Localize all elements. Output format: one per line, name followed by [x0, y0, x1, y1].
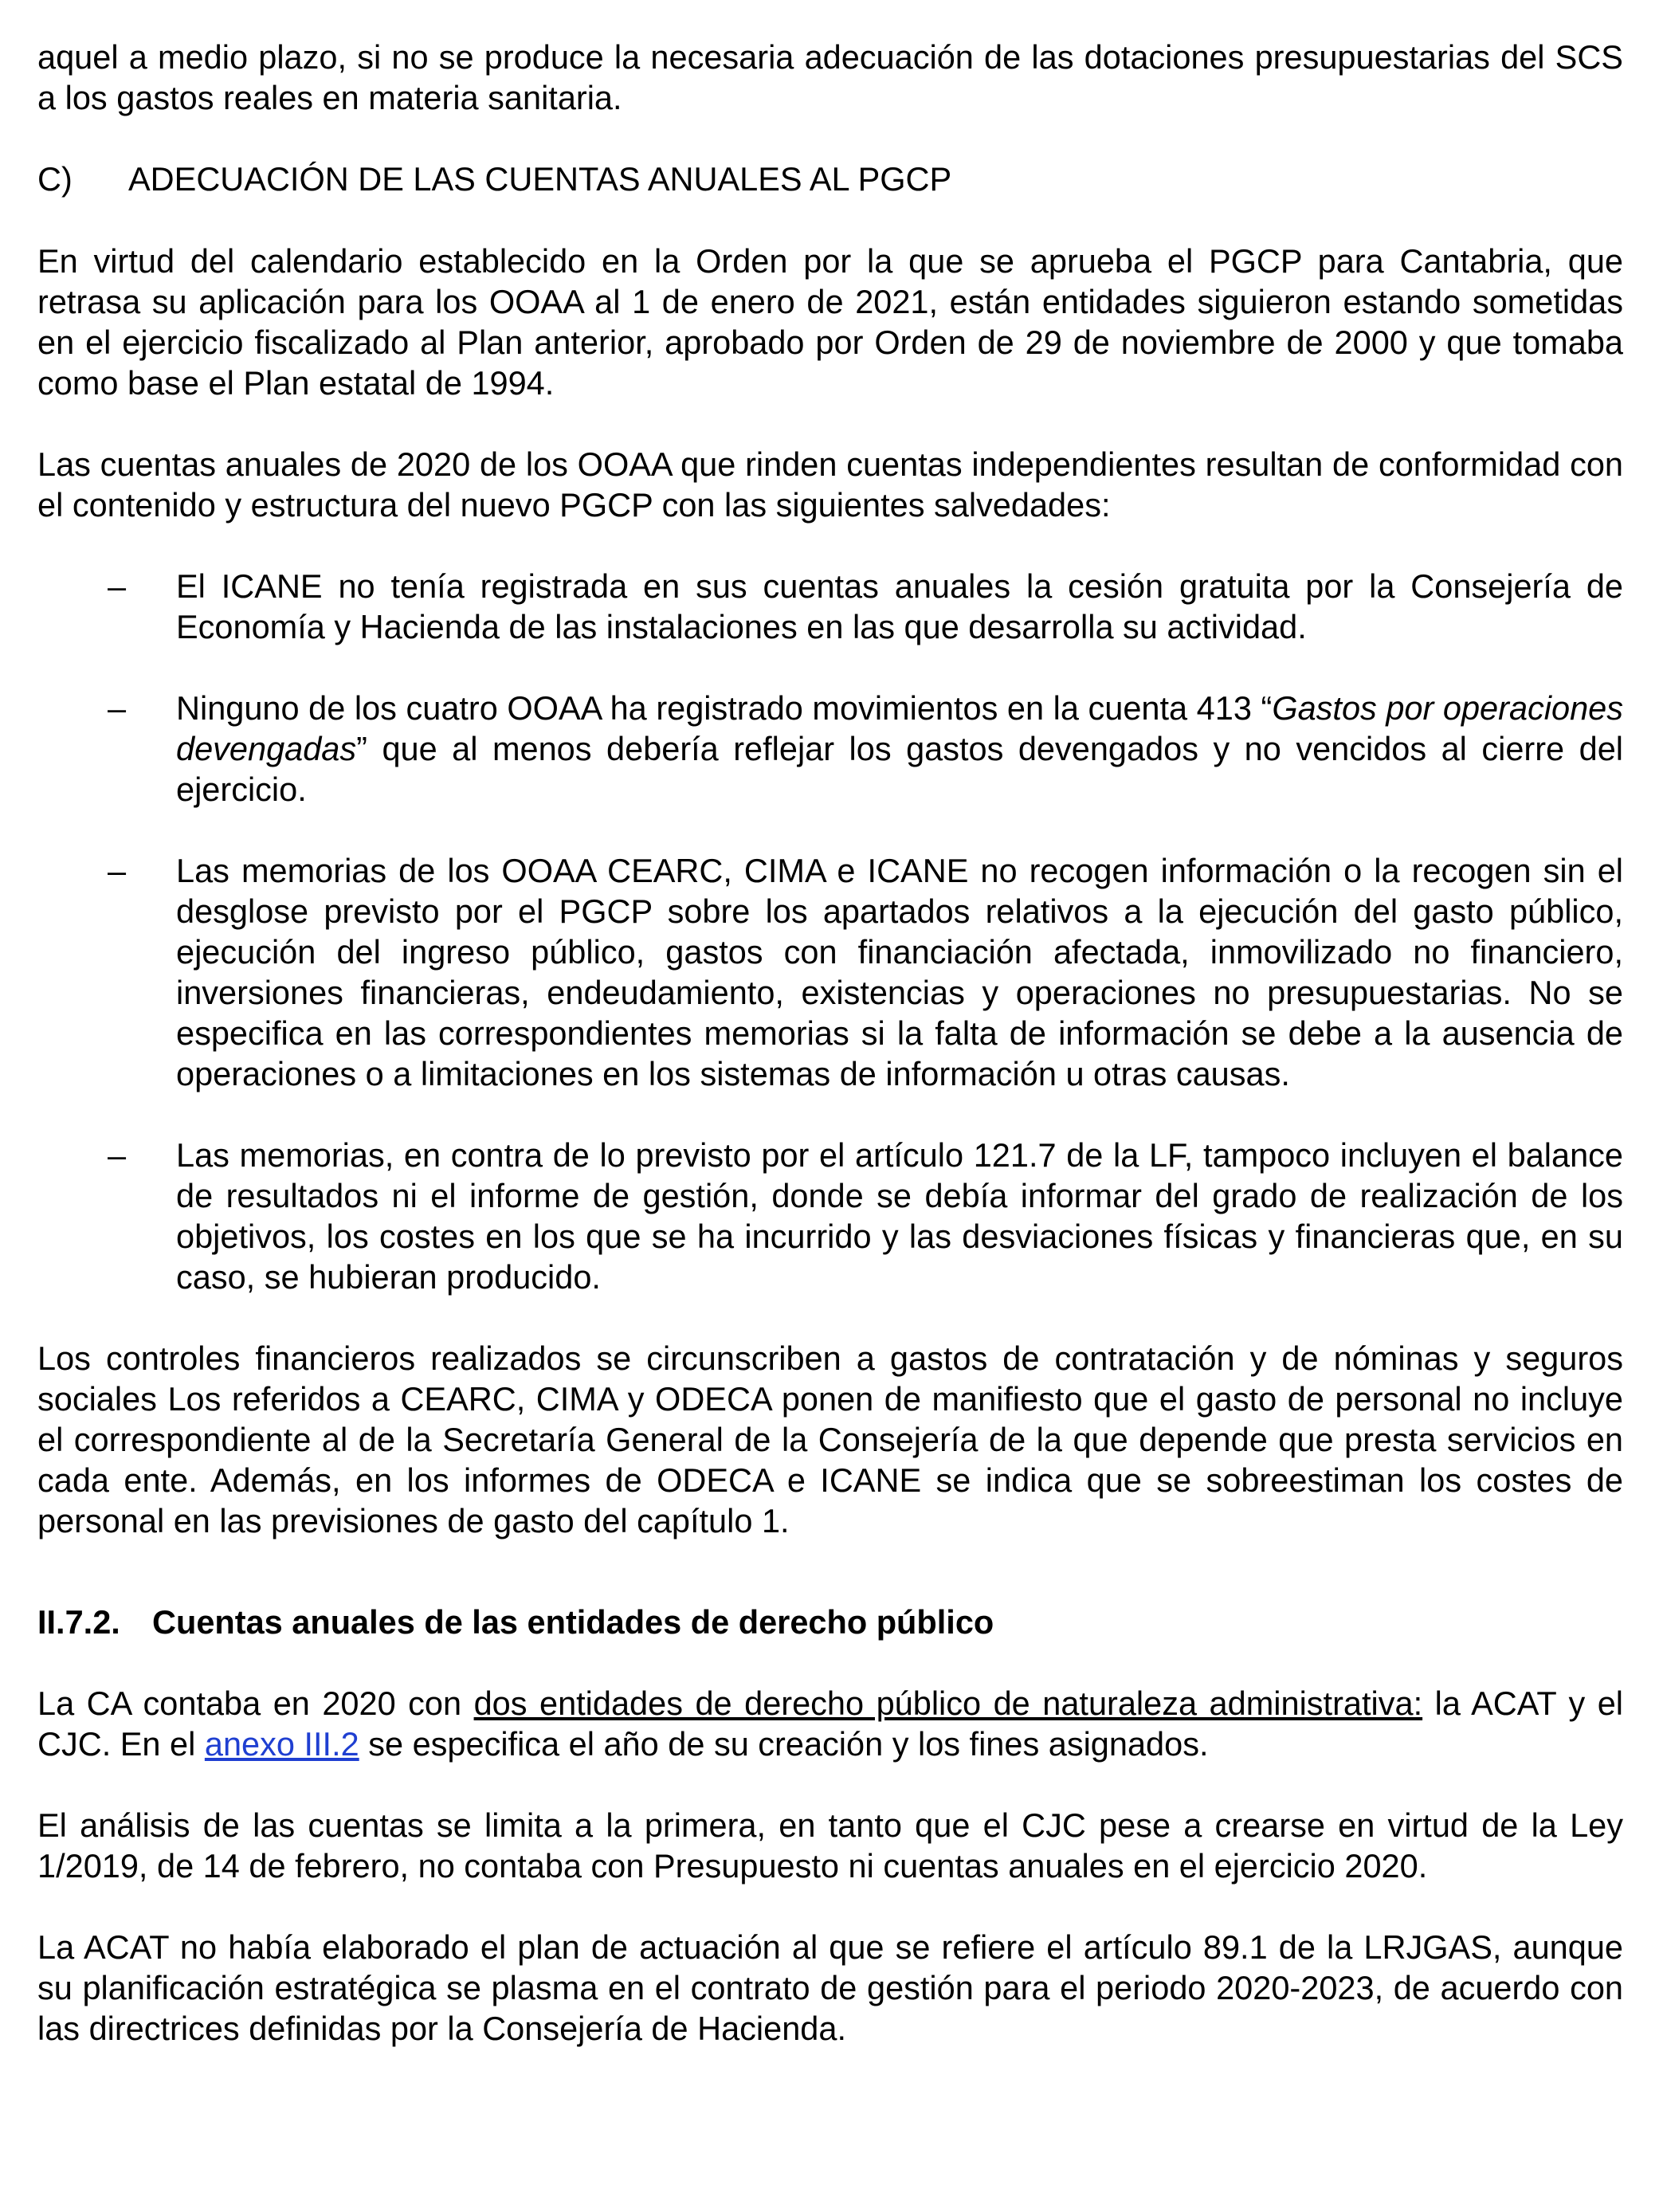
text-part: la ACAT y el CJC. En el	[37, 1684, 1624, 1763]
exceptions-list	[37, 566, 1623, 1297]
underlined-phrase: dos entidades de derecho público de naturaleza administrativa:	[473, 1684, 1423, 1722]
analysis-paragraph: El análisis de las cuentas se limita a la primera, en tanto que el CJC pese a crearse en virtud de la Ley 1/2019, de 14 de febrero, no contaba con Presupuesto ni cuentas anuales en el ejercicio 2020.	[37, 1806, 1623, 1885]
annex-link[interactable]: anexo III.2	[204, 1725, 359, 1763]
dash-bullet: –	[108, 689, 127, 727]
section-c-title: ADECUACIÓN DE LAS CUENTAS ANUALES AL PGCP	[128, 160, 952, 198]
entities-paragraph	[37, 1683, 1623, 1764]
dash-bullet: –	[108, 852, 127, 889]
section-number: II.7.2.	[37, 1603, 120, 1641]
text-part: La CA contaba en 2020 con	[37, 1684, 474, 1722]
bullet-text-part: Ninguno de los cuatro OOAA ha registrado movimientos en la cuenta 413 “	[176, 689, 1273, 727]
calendar-paragraph: En virtud del calendario establecido en la Orden por la que se aprueba el PGCP para Cantabria, que retrasa su aplicación para los OOAA al 1 de enero de 2021, están entidades siguieron estando sometidas en el ejercicio fiscalizado al Plan anterior, aprobado por Orden de 29 de noviembre de 2000 y que tomaba como base el Plan estatal de 1994.	[37, 242, 1623, 402]
account-name-italic: Gastos por operaciones devengadas	[176, 689, 1623, 767]
list-item	[37, 1135, 1623, 1297]
financial-controls-paragraph: Los controles financieros realizados se circunscriben a gastos de contratación y de nóminas y seguros sociales Los referidos a CEARC, CIMA y ODECA ponen de manifiesto que el gasto de personal no incluye el correspondiente al de la Secretaría General de la Consejería de la que depende que presta servicios en cada ente. Además, en los informes de ODECA e ICANE se indica que se sobreestiman los costes de personal en las previsiones de gasto del capítulo 1.	[37, 1339, 1623, 1539]
list-item	[37, 850, 1623, 1094]
acat-paragraph: La ACAT no había elaborado el plan de actuación al que se refiere el artículo 89.1 de la LRJGAS, aunque su planificación estratégica se plasma en el contrato de gestión para el periodo 2020-2023, de acuerdo con las directrices definidas por la Consejería de Hacienda.	[37, 1928, 1623, 2047]
list-item	[37, 566, 1623, 647]
bullet-text: El ICANE no tenía registrada en sus cuentas anuales la cesión gratuita por la Consejería de Economía y Hacienda de las instalaciones en las que desarrolla su actividad.	[176, 567, 1623, 645]
section-title: Cuentas anuales de las entidades de derecho público	[152, 1603, 994, 1641]
document-page	[37, 37, 1623, 2089]
bullet-text: Las memorias, en contra de lo previsto por el artículo 121.7 de la LF, tampoco incluyen el balance de resultados ni el informe de gestión, donde se debía informar del grado de realización de los objetivos, los costes en los que se ha incurrido y las desviaciones físicas y financieras que, en su caso, se hubieran producido.	[176, 1136, 1623, 1296]
section-c-letter: C)	[37, 160, 73, 198]
bullet-text	[176, 688, 1623, 810]
dash-bullet: –	[108, 567, 127, 605]
section-c-heading	[37, 159, 1623, 199]
conformity-paragraph: Las cuentas anuales de 2020 de los OOAA que rinden cuentas independientes resultan de conformidad con el contenido y estructura del nuevo PGCP con las siguientes salvedades:	[37, 445, 1623, 524]
intro-paragraph: aquel a medio plazo, si no se produce la necesaria adecuación de las dotaciones presupuestarias del SCS a los gastos reales en materia sanitaria.	[37, 38, 1623, 116]
text-part: se especifica el año de su creación y los fines asignados.	[359, 1725, 1209, 1763]
bullet-text-part: ” que al menos debería reflejar los gastos devengados y no vencidos al cierre del ejercicio.	[176, 730, 1623, 808]
bullet-text: Las memorias de los OOAA CEARC, CIMA e ICANE no recogen información o la recogen sin el desglose previsto por el PGCP sobre los apartados relativos a la ejecución del gasto público, ejecución del ingreso público, gastos con financiación afectada, inmovilizado no financiero, inversiones financieras, endeudamiento, existencias y operaciones no presupuestarias. No se especifica en las correspondientes memorias si la falta de información se debe a la ausencia de operaciones o a limitaciones en los sistemas de información u otras causas.	[176, 852, 1623, 1092]
section-heading	[37, 1602, 1623, 1642]
list-item	[37, 688, 1623, 810]
dash-bullet: –	[108, 1136, 127, 1174]
